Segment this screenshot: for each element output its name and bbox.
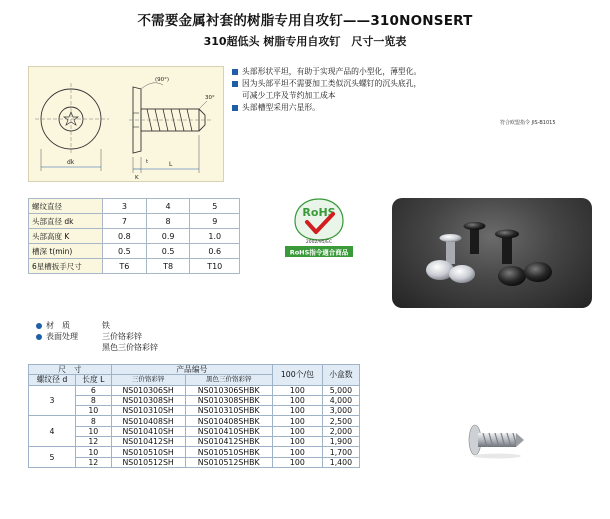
rohs-badge: [285, 196, 353, 258]
t-label: t: [146, 159, 149, 165]
product-table: [28, 364, 360, 468]
table-row: 3 6 NS010306SH NS010306SHBK 100 5,000: [29, 385, 360, 395]
k-label: K: [135, 175, 139, 181]
table-row: 4 8 NS010408SH NS010408SHBK 100 2,500: [29, 416, 360, 426]
screw-dimension-diagram: [29, 67, 225, 183]
table-row: 槽深 t(min) 0.5 0.5 0.6: [29, 244, 240, 259]
page-title: 不需要金属衬套的树脂专用自攻钉——310NONSERT: [137, 13, 473, 29]
table-row: 头部直径 dk 7 8 9: [29, 214, 240, 229]
bullet-dot-icon: [36, 323, 42, 329]
list-item: 头部槽型采用六星形。: [232, 102, 562, 114]
table-row: 螺纹直径 3 4 5: [29, 199, 240, 214]
table-row: 8 NS010308SH NS010308SHBK 100 4,000: [29, 395, 360, 405]
feature-list: [232, 66, 562, 114]
finish-row-secondary: 黑色三价铬彩锌: [102, 343, 158, 352]
table-row: 10 NS010410SH NS010410SHBK 100 2,000: [29, 426, 360, 436]
table-row: 6星槽扳手尺寸 T6 T8 T10: [29, 259, 240, 274]
page-subtitle: 310超低头 树脂专用自攻钉 尺寸一览表: [203, 35, 407, 48]
product-photo: [392, 198, 592, 308]
table-row: 10 NS010310SH NS010310SHBK 100 3,000: [29, 406, 360, 416]
angle-30-label: 30°: [205, 95, 215, 101]
l-label: L: [169, 161, 173, 168]
list-item: 因为头部平坦不需要加工类似沉头螺钉的沉头底孔，: [232, 78, 562, 90]
spec-table: [28, 198, 240, 274]
rohs-logo-text: RoHS: [302, 206, 336, 219]
rohs-directive: 2002/95/EC: [305, 240, 333, 245]
standard-note: 符合欧盟指令 JIS-B1015: [500, 120, 556, 126]
table-row: 12 NS010412SH NS010412SHBK 100 1,900: [29, 437, 360, 447]
list-item: 头部形状平坦，有助于实现产品的小型化，薄型化。: [232, 66, 562, 78]
table-row: 12 NS010512SH NS010512SHBK 100 1,400: [29, 457, 360, 467]
dk-label: dk: [67, 159, 75, 166]
material-row: 材 质 铁: [36, 320, 158, 331]
rohs-logo-icon: [285, 196, 353, 258]
silver-screw-icon: [463, 420, 531, 460]
bullet-dot-icon: [36, 334, 42, 340]
technical-drawing: [28, 66, 224, 182]
table-row: 5 10 NS010510SH NS010510SHBK 100 1,700: [29, 447, 360, 457]
list-item-continuation: 可减少工序及节约加工成本: [242, 91, 336, 100]
rohs-caption: RoHS指令適合商品: [289, 248, 349, 257]
screw-image: [463, 420, 531, 460]
angle-90-label: (90°): [155, 77, 170, 83]
bullet-square-icon: [232, 69, 238, 75]
table-header-row: 螺纹径 d 长度 L 三价铬彩锌 黑色三价铬彩锌: [29, 375, 360, 385]
finish-row: 表面处理 三价铬彩锌: [36, 331, 158, 342]
bullet-square-icon: [232, 81, 238, 87]
table-row: 头部高度 K 0.8 0.9 1.0: [29, 229, 240, 244]
bullet-square-icon: [232, 105, 238, 111]
screw-photo-icon: [392, 198, 592, 308]
material-info: [36, 320, 158, 353]
table-header-row: 尺 寸 产品编号 100个/包 小盒数: [29, 365, 360, 375]
